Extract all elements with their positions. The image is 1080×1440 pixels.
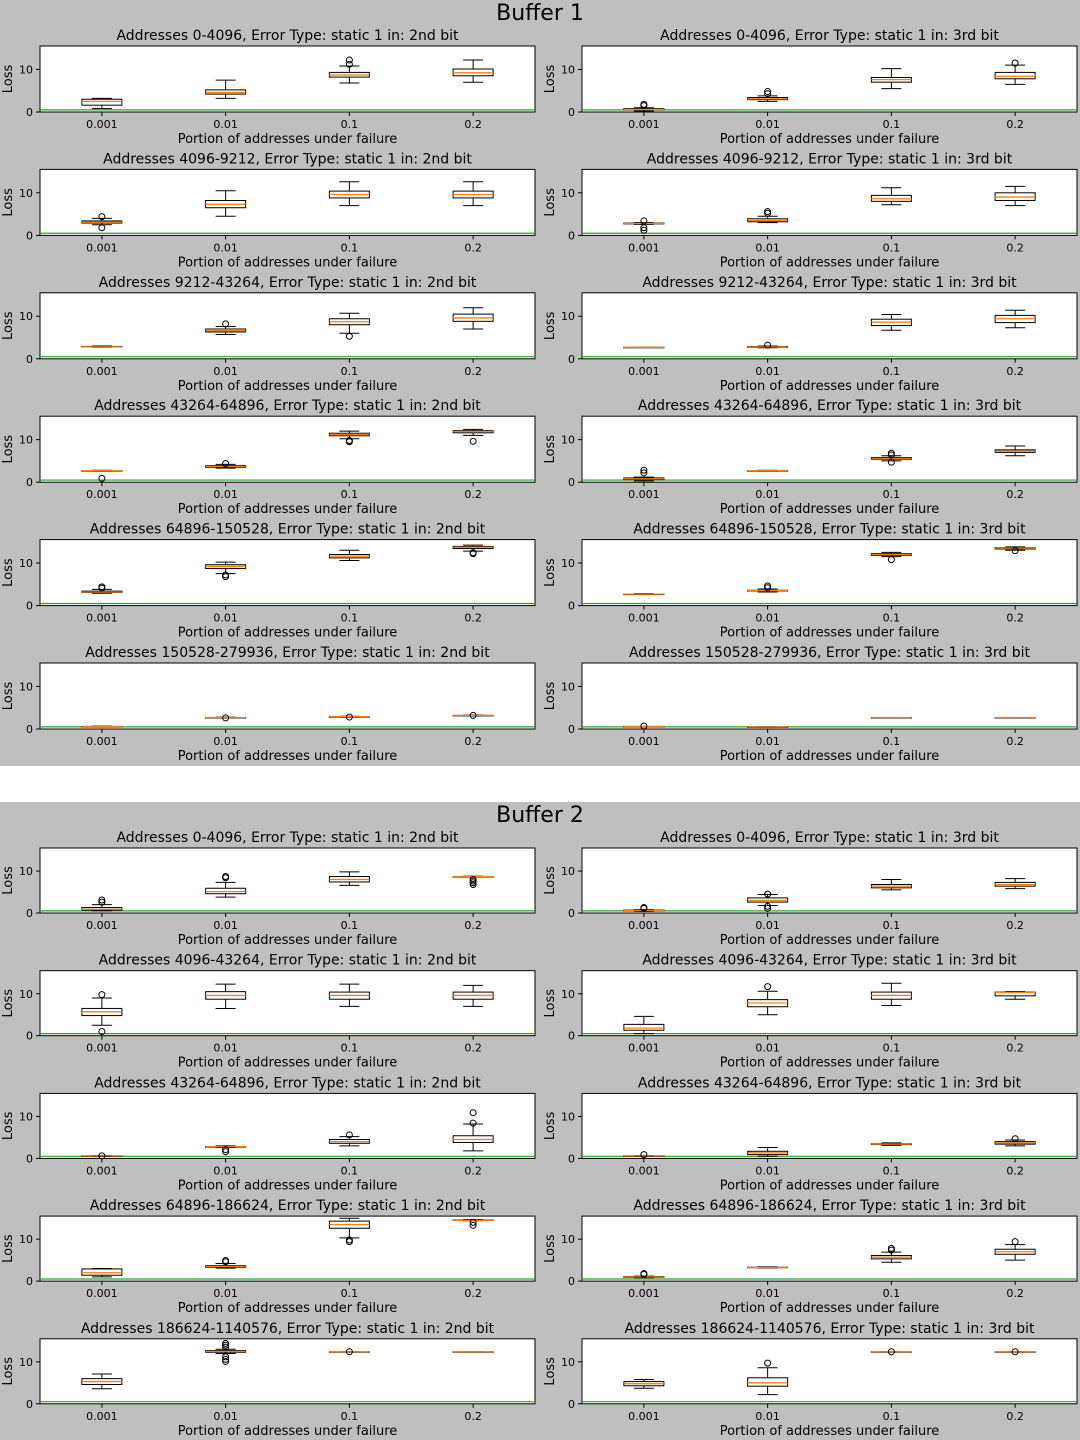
y-tick-label: 0 <box>26 1152 33 1166</box>
x-axis-label: Portion of addresses under failure <box>719 1423 940 1439</box>
y-tick-label: 0 <box>568 352 575 366</box>
x-axis-label: Portion of addresses under failure <box>177 378 398 394</box>
x-tick-label: 0.1 <box>340 919 359 932</box>
plot-area <box>582 540 1077 606</box>
x-tick-label: 0.001 <box>86 735 118 748</box>
y-axis-label: Loss <box>543 1357 558 1386</box>
x-tick-label: 0.001 <box>86 364 118 378</box>
x-tick-label: 0.001 <box>628 1041 660 1055</box>
x-tick-label: 0.2 <box>464 488 482 502</box>
y-axis-label: Loss <box>543 64 558 94</box>
box-0.1 <box>871 1143 911 1146</box>
x-tick-label: 0.01 <box>755 1409 780 1423</box>
x-axis-label: Portion of addresses under failure <box>719 749 940 764</box>
subplot-title: Addresses 43264-64896, Error Type: static 1 in: 3rd bit <box>637 398 1022 415</box>
x-tick-label: 0.01 <box>213 919 238 932</box>
y-axis-label: Loss <box>543 188 558 217</box>
x-tick-label: 0.001 <box>86 118 118 131</box>
y-tick-label: 10 <box>19 680 33 694</box>
subplot-title: Addresses 43264-64896, Error Type: static 1 in: 3rd bit <box>637 1075 1022 1092</box>
plot-area <box>582 293 1077 359</box>
x-tick-label: 0.2 <box>464 1287 482 1301</box>
x-tick-label: 0.001 <box>628 1164 660 1178</box>
y-axis-label: Loss <box>1 311 16 341</box>
y-tick-label: 0 <box>26 476 33 490</box>
x-axis-label: Portion of addresses under failure <box>719 255 940 271</box>
x-axis-label: Portion of addresses under failure <box>177 1301 398 1317</box>
y-tick-label: 10 <box>561 680 575 694</box>
y-axis-label: Loss <box>1 64 16 94</box>
x-tick-label: 0.2 <box>464 118 482 131</box>
y-axis-label: Loss <box>1 558 16 587</box>
subplot-title: Addresses 64896-150528, Error Type: static 1 in: 3rd bit <box>633 521 1026 538</box>
plot-area <box>582 971 1077 1036</box>
y-tick-label: 10 <box>19 1110 33 1124</box>
subplot-title: Addresses 186624-1140576, Error Type: static 1 in: 2nd bit <box>80 1320 495 1337</box>
y-tick-label: 0 <box>26 229 33 243</box>
y-tick-label: 0 <box>568 106 575 119</box>
plot-area <box>40 46 535 112</box>
subplot-title: Addresses 64896-150528, Error Type: static 1 in: 2nd bit <box>89 521 486 538</box>
x-tick-label: 0.1 <box>882 1287 901 1301</box>
y-tick-label: 10 <box>561 1355 575 1369</box>
plot-area <box>40 663 535 729</box>
x-tick-label: 0.001 <box>628 919 660 932</box>
y-tick-label: 10 <box>561 63 575 77</box>
y-tick-label: 10 <box>19 557 33 571</box>
x-tick-label: 0.2 <box>1006 1287 1024 1301</box>
x-axis-label: Portion of addresses under failure <box>177 1423 398 1439</box>
x-tick-label: 0.2 <box>464 735 482 748</box>
x-tick-label: 0.2 <box>1006 1041 1024 1055</box>
y-axis-label: Loss <box>1 1357 16 1386</box>
subplot-title: Addresses 4096-43264, Error Type: static 1 in: 3rd bit <box>642 952 1017 969</box>
x-tick-label: 0.2 <box>1006 118 1024 131</box>
x-tick-label: 0.01 <box>755 241 780 255</box>
x-tick-label: 0.2 <box>464 1164 482 1178</box>
x-tick-label: 0.2 <box>1006 1409 1024 1423</box>
y-axis-label: Loss <box>543 681 558 711</box>
x-tick-label: 0.001 <box>628 1409 660 1423</box>
y-axis-label: Loss <box>1 1111 16 1141</box>
y-tick-label: 0 <box>26 352 33 366</box>
y-axis-label: Loss <box>1 1234 16 1263</box>
x-tick-label: 0.1 <box>882 118 901 131</box>
y-axis-label: Loss <box>543 1111 558 1141</box>
x-tick-label: 0.2 <box>1006 241 1024 255</box>
x-axis-label: Portion of addresses under failure <box>177 625 398 641</box>
x-tick-label: 0.1 <box>340 735 359 748</box>
x-tick-label: 0.01 <box>755 488 780 502</box>
y-tick-label: 10 <box>19 1355 33 1369</box>
subplot-title: Addresses 186624-1140576, Error Type: static 1 in: 3rd bit <box>624 1320 1035 1337</box>
plot-area <box>40 1093 535 1158</box>
subplot-title: Addresses 0-4096, Error Type: static 1 in: 3rd bit <box>660 830 999 846</box>
y-tick-label: 0 <box>26 907 33 920</box>
x-tick-label: 0.01 <box>213 118 238 131</box>
x-axis-label: Portion of addresses under failure <box>719 1301 940 1317</box>
plot-area <box>40 293 535 359</box>
y-tick-label: 0 <box>568 907 575 920</box>
x-axis-label: Portion of addresses under failure <box>719 1055 940 1071</box>
x-tick-label: 0.2 <box>464 611 482 625</box>
x-tick-label: 0.1 <box>340 241 359 255</box>
y-tick-label: 10 <box>561 987 575 1001</box>
subplot-title: Addresses 9212-43264, Error Type: static 1 in: 3rd bit <box>642 274 1017 291</box>
x-axis-label: Portion of addresses under failure <box>719 933 940 948</box>
x-tick-label: 0.1 <box>882 488 901 502</box>
x-axis-label: Portion of addresses under failure <box>719 625 940 641</box>
y-tick-label: 0 <box>26 1397 33 1411</box>
x-axis-label: Portion of addresses under failure <box>177 933 398 948</box>
y-axis-label: Loss <box>1 988 16 1018</box>
x-tick-label: 0.001 <box>86 488 118 502</box>
x-tick-label: 0.1 <box>340 118 359 131</box>
plot-area <box>40 1339 535 1404</box>
x-tick-label: 0.01 <box>755 364 780 378</box>
x-tick-label: 0.01 <box>213 1041 238 1055</box>
y-axis-label: Loss <box>1 188 16 217</box>
y-tick-label: 10 <box>19 63 33 77</box>
subplot-title: Addresses 43264-64896, Error Type: static 1 in: 2nd bit <box>94 398 481 415</box>
y-tick-label: 0 <box>568 476 575 490</box>
x-tick-label: 0.01 <box>213 488 238 502</box>
x-tick-label: 0.001 <box>628 488 660 502</box>
subplot-title: Addresses 4096-9212, Error Type: static 1 in: 3rd bit <box>646 151 1013 168</box>
y-tick-label: 0 <box>568 229 575 243</box>
x-axis-label: Portion of addresses under failure <box>177 1055 398 1071</box>
y-tick-label: 0 <box>26 1029 33 1043</box>
box-0.001 <box>82 346 122 347</box>
plot-area <box>40 848 535 913</box>
x-tick-label: 0.2 <box>464 241 482 255</box>
x-axis-label: Portion of addresses under failure <box>719 132 940 147</box>
x-tick-label: 0.2 <box>1006 488 1024 502</box>
subplot-title: Addresses 4096-9212, Error Type: static 1 in: 2nd bit <box>103 151 472 168</box>
subplot-title: Addresses 4096-43264, Error Type: static 1 in: 2nd bit <box>98 952 477 969</box>
box-0.01 <box>748 727 788 728</box>
y-tick-label: 0 <box>26 599 33 613</box>
x-tick-label: 0.2 <box>1006 919 1024 932</box>
x-tick-label: 0.1 <box>340 1164 359 1178</box>
x-tick-label: 0.2 <box>464 919 482 932</box>
x-tick-label: 0.1 <box>882 241 901 255</box>
x-tick-label: 0.2 <box>464 1041 482 1055</box>
x-tick-label: 0.2 <box>1006 735 1024 748</box>
x-tick-label: 0.1 <box>882 611 901 625</box>
x-tick-label: 0.1 <box>340 488 359 502</box>
y-tick-label: 10 <box>19 310 33 324</box>
plot-area <box>582 169 1077 235</box>
y-axis-label: Loss <box>1 434 16 464</box>
y-tick-label: 10 <box>561 865 575 879</box>
x-tick-label: 0.01 <box>213 364 238 378</box>
plot-area <box>582 416 1077 482</box>
x-axis-label: Portion of addresses under failure <box>719 378 940 394</box>
subplot-title: Addresses 0-4096, Error Type: static 1 in: 2nd bit <box>116 830 459 846</box>
subplot-title: Addresses 64896-186624, Error Type: static 1 in: 3rd bit <box>633 1198 1026 1215</box>
x-axis-label: Portion of addresses under failure <box>719 1178 940 1194</box>
x-tick-label: 0.1 <box>340 1041 359 1055</box>
y-tick-label: 0 <box>26 723 33 736</box>
x-tick-label: 0.001 <box>628 364 660 378</box>
x-tick-label: 0.2 <box>1006 611 1024 625</box>
plot-area <box>582 1216 1077 1281</box>
x-tick-label: 0.1 <box>882 1409 901 1423</box>
subplot-title: Addresses 150528-279936, Error Type: static 1 in: 3rd bit <box>628 645 1031 661</box>
y-tick-label: 10 <box>19 987 33 1001</box>
x-tick-label: 0.01 <box>213 1287 238 1301</box>
y-tick-label: 0 <box>26 1275 33 1289</box>
x-tick-label: 0.01 <box>755 118 780 131</box>
y-tick-label: 0 <box>568 1029 575 1043</box>
plot-area <box>582 1093 1077 1158</box>
y-tick-label: 10 <box>19 1233 33 1247</box>
y-axis-label: Loss <box>1 681 16 711</box>
plot-area <box>582 663 1077 729</box>
x-tick-label: 0.01 <box>755 1164 780 1178</box>
subplot-title: Addresses 9212-43264, Error Type: static 1 in: 2nd bit <box>98 274 477 291</box>
x-tick-label: 0.2 <box>1006 364 1024 378</box>
box-0.1 <box>871 718 911 719</box>
y-tick-label: 0 <box>568 599 575 613</box>
x-tick-label: 0.2 <box>464 364 482 378</box>
plot-area <box>582 1339 1077 1404</box>
y-tick-label: 0 <box>568 1275 575 1289</box>
x-axis-label: Portion of addresses under failure <box>177 502 398 518</box>
x-tick-label: 0.001 <box>628 118 660 131</box>
plot-area <box>40 1216 535 1281</box>
plot-area <box>40 416 535 482</box>
y-tick-label: 10 <box>561 1233 575 1247</box>
x-tick-label: 0.01 <box>755 1287 780 1301</box>
x-tick-label: 0.1 <box>340 364 359 378</box>
x-axis-label: Portion of addresses under failure <box>177 1178 398 1194</box>
x-axis-label: Portion of addresses under failure <box>177 255 398 271</box>
figure-2 <box>0 802 1080 1440</box>
y-tick-label: 10 <box>19 865 33 879</box>
x-tick-label: 0.1 <box>882 735 901 748</box>
subplot-title: Addresses 0-4096, Error Type: static 1 in: 3rd bit <box>660 28 999 44</box>
y-tick-label: 0 <box>568 1397 575 1411</box>
y-tick-label: 10 <box>561 310 575 324</box>
x-tick-label: 0.01 <box>213 1164 238 1178</box>
x-tick-label: 0.01 <box>213 735 238 748</box>
figure-title: Buffer 2 <box>496 803 584 828</box>
x-tick-label: 0.001 <box>86 1409 118 1423</box>
x-axis-label: Portion of addresses under failure <box>719 502 940 518</box>
x-tick-label: 0.001 <box>86 1164 118 1178</box>
subplot-title: Addresses 150528-279936, Error Type: static 1 in: 2nd bit <box>85 645 490 661</box>
box-0.2 <box>453 1352 493 1353</box>
x-tick-label: 0.1 <box>340 1287 359 1301</box>
x-tick-label: 0.01 <box>213 241 238 255</box>
x-tick-label: 0.2 <box>1006 1164 1024 1178</box>
x-tick-label: 0.001 <box>86 241 118 255</box>
x-tick-label: 0.001 <box>628 611 660 625</box>
plot-area <box>40 169 535 235</box>
y-tick-label: 10 <box>561 433 575 447</box>
box-0.2 <box>995 718 1035 719</box>
x-tick-label: 0.01 <box>213 1409 238 1423</box>
plot-area <box>582 848 1077 913</box>
plot-area <box>40 971 535 1036</box>
x-tick-label: 0.001 <box>86 1041 118 1055</box>
y-axis-label: Loss <box>543 866 558 895</box>
x-tick-label: 0.1 <box>340 1409 359 1423</box>
box-0.01 <box>748 470 788 471</box>
y-axis-label: Loss <box>543 311 558 341</box>
x-tick-label: 0.001 <box>628 735 660 748</box>
y-axis-label: Loss <box>543 988 558 1018</box>
y-tick-label: 0 <box>568 723 575 736</box>
y-tick-label: 0 <box>568 1152 575 1166</box>
x-tick-label: 0.01 <box>755 611 780 625</box>
x-tick-label: 0.001 <box>86 919 118 932</box>
y-tick-label: 10 <box>19 433 33 447</box>
y-axis-label: Loss <box>543 1234 558 1263</box>
x-tick-label: 0.1 <box>882 1164 901 1178</box>
box-0.01 <box>748 1267 788 1268</box>
box-0.001 <box>624 347 664 348</box>
y-axis-label: Loss <box>1 866 16 895</box>
plot-area <box>40 540 535 606</box>
y-tick-label: 10 <box>561 557 575 571</box>
y-tick-label: 10 <box>19 186 33 200</box>
y-axis-label: Loss <box>543 558 558 587</box>
x-axis-label: Portion of addresses under failure <box>177 749 398 764</box>
y-tick-label: 0 <box>26 106 33 119</box>
x-tick-label: 0.01 <box>755 735 780 748</box>
x-tick-label: 0.1 <box>882 919 901 932</box>
subplot-title: Addresses 43264-64896, Error Type: static 1 in: 2nd bit <box>94 1075 481 1092</box>
x-tick-label: 0.01 <box>213 611 238 625</box>
x-tick-label: 0.001 <box>628 241 660 255</box>
x-tick-label: 0.01 <box>755 1041 780 1055</box>
x-tick-label: 0.01 <box>755 919 780 932</box>
subplot-title: Addresses 64896-186624, Error Type: static 1 in: 2nd bit <box>89 1198 486 1215</box>
box-0.001 <box>624 594 664 595</box>
box-0.001 <box>82 726 122 727</box>
x-tick-label: 0.1 <box>340 611 359 625</box>
x-tick-label: 0.2 <box>464 1409 482 1423</box>
y-tick-label: 10 <box>561 1110 575 1124</box>
x-tick-label: 0.1 <box>882 1041 901 1055</box>
y-tick-label: 10 <box>561 186 575 200</box>
x-tick-label: 0.001 <box>86 1287 118 1301</box>
x-axis-label: Portion of addresses under failure <box>177 132 398 147</box>
y-axis-label: Loss <box>543 434 558 464</box>
x-tick-label: 0.001 <box>86 611 118 625</box>
x-tick-label: 0.1 <box>882 364 901 378</box>
figure-title: Buffer 1 <box>496 1 584 26</box>
subplot-title: Addresses 0-4096, Error Type: static 1 in: 2nd bit <box>116 28 459 44</box>
x-tick-label: 0.001 <box>628 1287 660 1301</box>
